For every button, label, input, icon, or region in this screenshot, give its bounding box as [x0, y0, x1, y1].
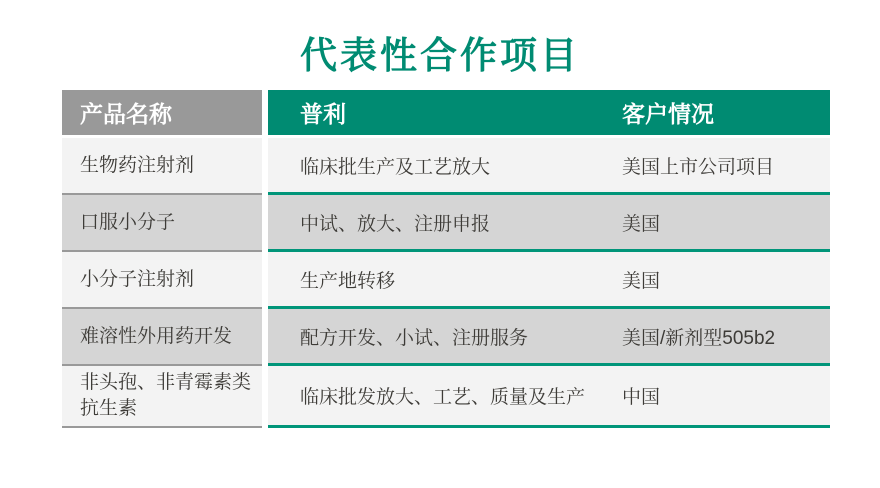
column-header-service: 普利	[300, 101, 346, 127]
product-name: 口服小分子	[80, 211, 176, 233]
service-cell: 中试、放大、注册申报	[300, 213, 491, 235]
service-cell: 配方开发、小试、注册服务	[300, 327, 529, 349]
column-header-product: 产品名称	[62, 90, 262, 135]
client-cell: 美国上市公司项目	[622, 156, 775, 178]
product-cell	[62, 138, 262, 195]
product-name: 生物药注射剂	[80, 154, 195, 176]
product-cell	[62, 252, 262, 309]
product-name: 小分子注射剂	[80, 268, 195, 290]
table-header-row	[62, 90, 830, 135]
row-right-section	[268, 195, 830, 252]
table-header-right-section	[268, 90, 830, 135]
product-name: 难溶性外用药开发	[80, 325, 233, 347]
client-cell: 美国	[622, 213, 661, 235]
table-row	[62, 366, 830, 428]
client-cell: 美国/新剂型505b2	[622, 327, 776, 349]
product-name: 非头孢、非青霉素类抗生素	[80, 372, 252, 419]
table-row	[62, 309, 830, 366]
table-row	[62, 252, 830, 309]
service-cell: 生产地转移	[300, 270, 396, 292]
page-title: 代表性合作项目	[300, 35, 580, 76]
product-cell	[62, 366, 262, 428]
table-row	[62, 138, 830, 195]
client-cell: 美国	[622, 270, 661, 292]
product-cell	[62, 195, 262, 252]
client-cell: 中国	[622, 387, 661, 408]
row-right-section	[268, 309, 830, 366]
product-cell	[62, 309, 262, 366]
service-cell: 临床批发放大、工艺、质量及生产	[300, 387, 586, 408]
column-header-client: 客户情况	[622, 101, 714, 127]
table-body	[62, 138, 830, 428]
row-right-section	[268, 366, 830, 428]
row-right-section	[268, 138, 830, 195]
table-row	[62, 195, 830, 252]
service-cell: 临床批生产及工艺放大	[300, 156, 491, 178]
projects-table	[62, 90, 830, 428]
row-right-section	[268, 252, 830, 309]
